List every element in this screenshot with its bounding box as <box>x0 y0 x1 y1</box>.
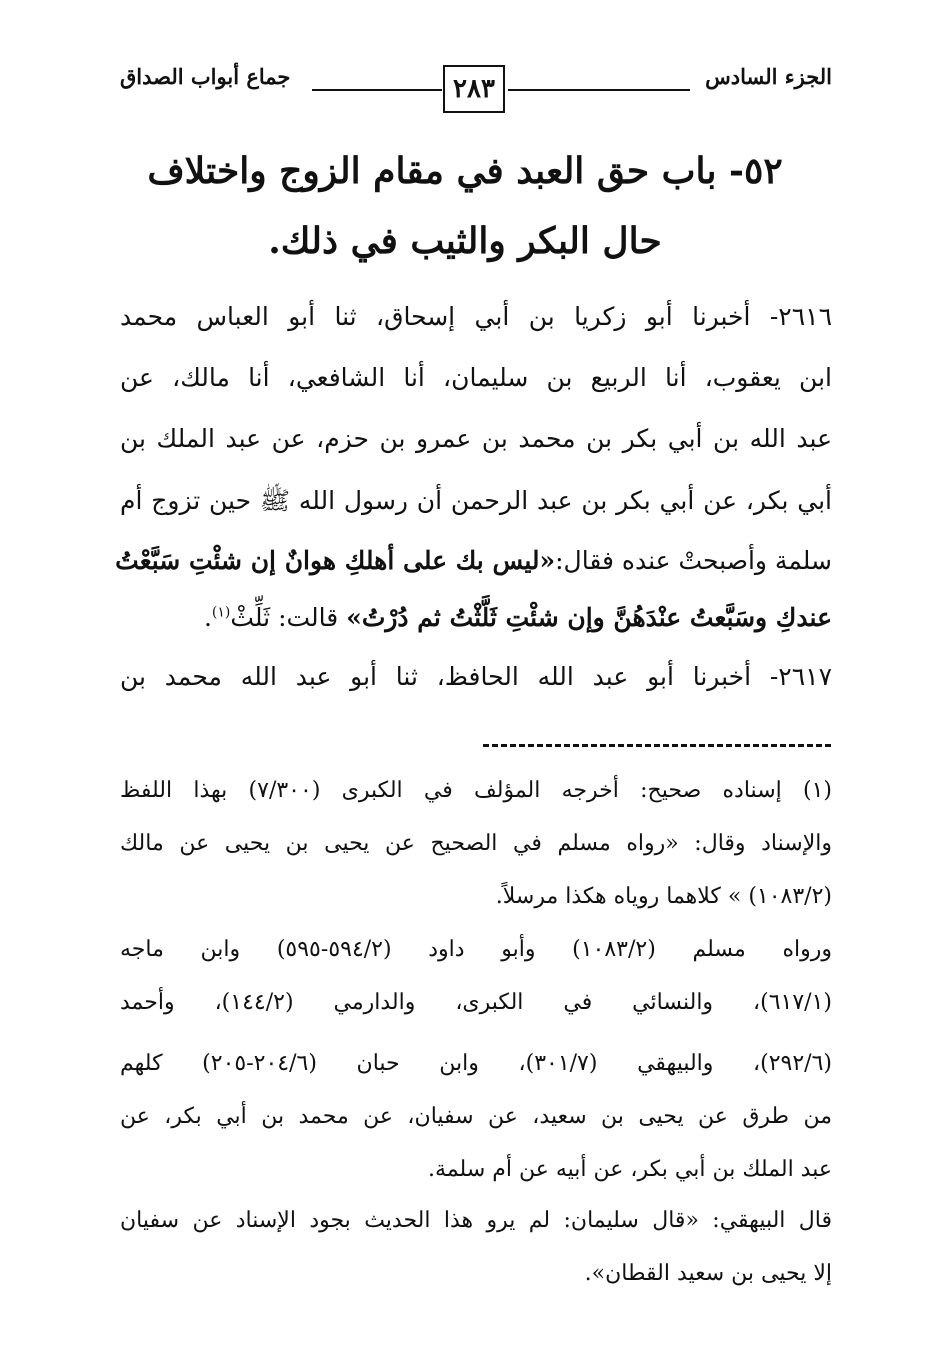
footnote-line-5: (٦١٧/١)، والنسائي في الكبرى، والدارمي (١٤٤/٢)، وأحمد <box>120 990 832 1015</box>
running-header-volume: الجزء السادس <box>705 64 832 89</box>
footnote-line-3: (١٠٨٣/٢) » كلاهما روياه هكذا مرسلاً. <box>495 884 832 909</box>
header-rule-left <box>312 89 442 91</box>
body-line-6: عندكِ وسَبَّعتُ عنْدَهُنَّ وإن شئْتِ ثَلَّثْتُ ثم دُرْتُ» قالت: ثَلِّثْ$^{(١)}$. <box>203 603 832 632</box>
footnote-line-2: والإسناد وقال: «رواه مسلم في الصحيح عن يحيى بن يحيى عن مالك <box>120 831 832 856</box>
body-line-5 <box>115 546 832 575</box>
chapter-title-line-1: ٥٢- باب حق العبد في مقام الزوج واختلاف <box>147 150 783 192</box>
chapter-title-line-2: حال البكر والثيب في ذلك. <box>268 220 662 262</box>
body-line-6-plain: قالت: ثَلِّثْ <box>230 603 339 632</box>
header-rule-right <box>508 89 690 91</box>
body-line-3: عبد الله بن أبي بكر بن محمد بن عمرو بن حزم، عن عبد الملك بن <box>120 424 832 453</box>
footnote-line-7: من طرق عن يحيى بن سعيد، عن سفيان، عن محمد بن أبي بكر، عن <box>120 1104 832 1129</box>
footnote-line-8: عبد الملك بن أبي بكر، عن أبيه عن أم سلمة. <box>428 1157 832 1182</box>
hadith-quote-part-2: عندكِ وسَبَّعتُ عنْدَهُنَّ وإن شئْتِ ثَلَّثْتُ ثم دُرْتُ» <box>346 603 832 632</box>
body-line-2: ابن يعقوب، أنا الربيع بن سليمان، أنا الشافعي، أنا مالك، عن <box>120 363 832 392</box>
body-line-5-plain: سلمة وأصبحتْ عنده فقال: <box>555 546 832 575</box>
footnote-line-1: (١) إسناده صحيح: أخرجه المؤلف في الكبرى (٧/٣٠٠) بهذا اللفظ <box>120 778 832 803</box>
footnote-line-4: ورواه مسلم (١٠٨٣/٢) وأبو داود (٥٩٤/٢-٥٩٥) وابن ماجه <box>120 937 833 962</box>
hadith-quote-part-1: «ليس بك على أهلكِ هوانٌ إن شئْتِ سَبَّعْتُ <box>115 546 556 575</box>
footnote-separator <box>483 744 831 747</box>
footnote-reference: (١) <box>211 604 231 621</box>
body-line-7: ٢٦١٧- أخبرنا أبو عبد الله الحافظ، ثنا أبو عبد الله محمد بن <box>120 662 832 691</box>
page-number: ٢٨٣ <box>443 65 505 113</box>
body-line-1: ٢٦١٦- أخبرنا أبو زكريا بن أبي إسحاق، ثنا أبو العباس محمد <box>120 302 832 331</box>
footnote-line-6: (٢٩٢/٦)، والبيهقي (٣٠١/٧)، وابن حبان (٢٠٤/٦-٢٠٥) كلهم <box>120 1051 832 1076</box>
running-header-section: جماع أبواب الصداق <box>120 64 291 89</box>
body-line-4: أبي بكر، عن أبي بكر بن عبد الرحمن أن رسول الله ﷺ حين تزوج أم <box>120 486 832 515</box>
footnote-line-9: قال البيهقي: «قال سليمان: لم يرو هذا الحديث بجود الإسناد عن سفيان <box>120 1208 832 1233</box>
footnote-line-10: إلا يحيى بن سعيد القطان». <box>584 1261 832 1286</box>
